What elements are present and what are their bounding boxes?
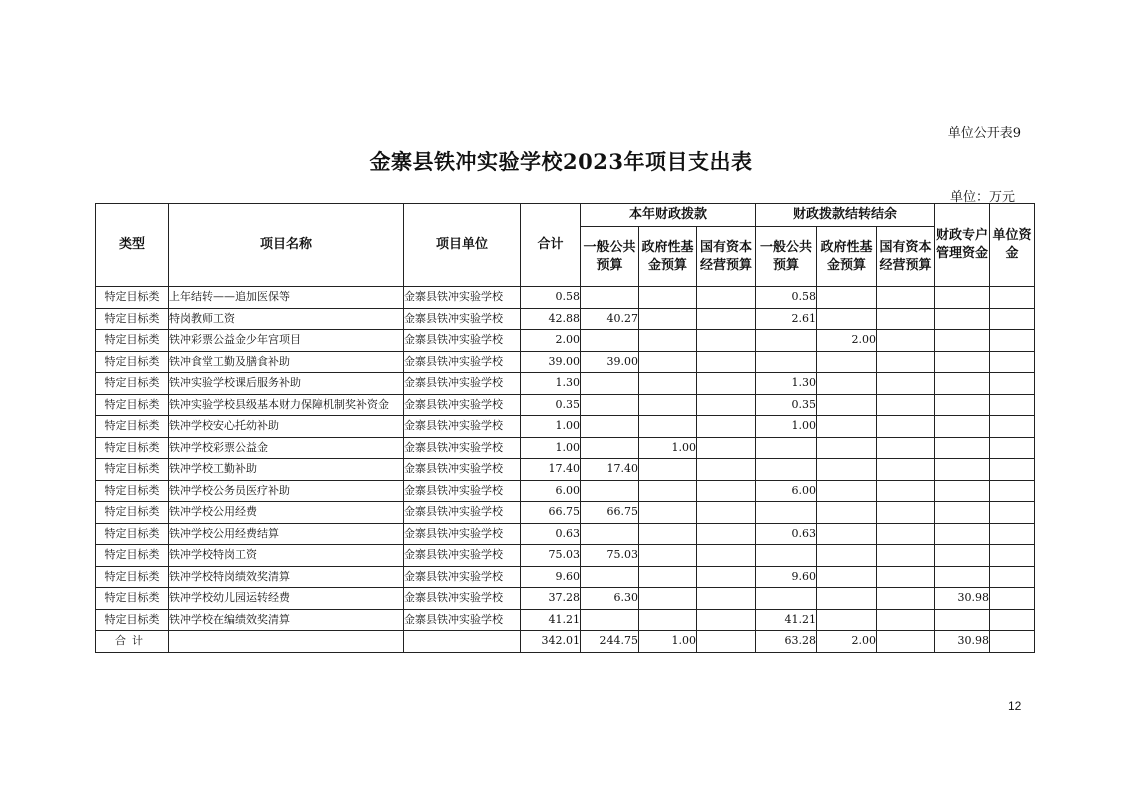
cell-cur-sc: [697, 480, 756, 502]
cell-unitfund: [990, 394, 1035, 416]
cell-unit: 金寨县铁冲实验学校: [404, 566, 521, 588]
cell-co-gp: 9.60: [756, 566, 817, 588]
cell-total: 41.21: [521, 609, 581, 631]
cell-cur-gf: [639, 394, 697, 416]
cell-name: 铁冲学校公用经费: [169, 502, 404, 524]
cell-total: 2.00: [521, 330, 581, 352]
cell-total: 0.63: [521, 523, 581, 545]
cell-special: [935, 287, 990, 309]
cell-cur-gf: [639, 373, 697, 395]
header-special-account: 财政专户管理资金: [935, 204, 990, 287]
cell-total: 1.00: [521, 437, 581, 459]
cell-co-gf: [817, 373, 877, 395]
table-row: [96, 351, 1035, 373]
cell-cur-gf: [639, 330, 697, 352]
cell-co-gf: [817, 545, 877, 567]
cell-co-sc: [877, 545, 935, 567]
cell-co-gp: [756, 437, 817, 459]
cell-cur-sc: [697, 416, 756, 438]
cell-cur-gp: 17.40: [581, 459, 639, 481]
cell-co-gp: 6.00: [756, 480, 817, 502]
table-row: [96, 588, 1035, 610]
cell-special: [935, 459, 990, 481]
cell-special: [935, 308, 990, 330]
cell-co-gf: 2.00: [817, 330, 877, 352]
cell-cur-gf: [639, 523, 697, 545]
cell-cur-gp: [581, 330, 639, 352]
cell-cur-gp: 40.27: [581, 308, 639, 330]
cell-cur-gp: [581, 373, 639, 395]
cell-special: 30.98: [935, 588, 990, 610]
cell-co-sc: [877, 394, 935, 416]
cell-unitfund: [990, 523, 1035, 545]
table-row: [96, 459, 1035, 481]
cell-unit: 金寨县铁冲实验学校: [404, 373, 521, 395]
cell-unit: 金寨县铁冲实验学校: [404, 459, 521, 481]
cell-cur-gp: [581, 480, 639, 502]
cell-unitfund: [990, 373, 1035, 395]
cell-type: 特定目标类: [96, 609, 169, 631]
cell-unitfund: [990, 566, 1035, 588]
cell-cur-sc: [697, 351, 756, 373]
cell-unit: 金寨县铁冲实验学校: [404, 588, 521, 610]
cell-total: 1.30: [521, 373, 581, 395]
cell-co-gp: [756, 351, 817, 373]
cell-co-gf: [817, 351, 877, 373]
cell-cur-gp: [581, 437, 639, 459]
total-cell-label: 合计: [96, 631, 169, 653]
table-row: [96, 287, 1035, 309]
table-row: [96, 394, 1035, 416]
cell-cur-sc: [697, 566, 756, 588]
cell-co-sc: [877, 459, 935, 481]
cell-unit: 金寨县铁冲实验学校: [404, 394, 521, 416]
table-row: [96, 502, 1035, 524]
cell-unitfund: [990, 502, 1035, 524]
cell-cur-sc: [697, 287, 756, 309]
totals-row: [96, 631, 1035, 653]
cell-cur-gp: 39.00: [581, 351, 639, 373]
cell-name: 铁冲学校公用经费结算: [169, 523, 404, 545]
cell-type: 特定目标类: [96, 351, 169, 373]
header-project-name: 项目名称: [169, 204, 404, 287]
form-number: 单位公开表9: [947, 126, 1021, 141]
cell-total: 66.75: [521, 502, 581, 524]
cell-co-sc: [877, 373, 935, 395]
cell-co-gf: [817, 588, 877, 610]
cell-co-gp: 1.00: [756, 416, 817, 438]
cell-cur-gp: 66.75: [581, 502, 639, 524]
cell-name: 铁冲学校幼儿园运转经费: [169, 588, 404, 610]
cell-name: 铁冲学校工勤补助: [169, 459, 404, 481]
cell-type: 特定目标类: [96, 287, 169, 309]
header-current-state-capital: 国有资本经营预算: [697, 227, 756, 287]
cell-cur-sc: [697, 588, 756, 610]
cell-co-gf: [817, 480, 877, 502]
cell-cur-sc: [697, 308, 756, 330]
table-row: [96, 480, 1035, 502]
cell-name: 铁冲学校安心托幼补助: [169, 416, 404, 438]
cell-unitfund: [990, 287, 1035, 309]
cell-co-sc: [877, 287, 935, 309]
cell-special: [935, 416, 990, 438]
cell-cur-gf: 1.00: [639, 437, 697, 459]
cell-cur-gf: [639, 287, 697, 309]
cell-co-sc: [877, 330, 935, 352]
cell-cur-sc: [697, 459, 756, 481]
cell-cur-gp: [581, 394, 639, 416]
cell-cur-sc: [697, 523, 756, 545]
cell-co-sc: [877, 588, 935, 610]
cell-special: [935, 545, 990, 567]
cell-type: 特定目标类: [96, 566, 169, 588]
cell-unitfund: [990, 308, 1035, 330]
cell-cur-sc: [697, 437, 756, 459]
cell-co-gp: 0.63: [756, 523, 817, 545]
total-cell-empty: [169, 631, 404, 653]
cell-unit: 金寨县铁冲实验学校: [404, 330, 521, 352]
cell-type: 特定目标类: [96, 373, 169, 395]
table-row: [96, 545, 1035, 567]
cell-co-gp: [756, 502, 817, 524]
project-expenditure-table: [95, 203, 1035, 653]
cell-cur-gf: [639, 459, 697, 481]
cell-co-gp: 0.35: [756, 394, 817, 416]
cell-co-gf: [817, 459, 877, 481]
total-cell-cur-sc: [697, 631, 756, 653]
header-carryover: 财政拨款结转结余: [756, 204, 935, 227]
cell-name: 铁冲学校特岗绩效奖清算: [169, 566, 404, 588]
cell-cur-gf: [639, 480, 697, 502]
cell-unit: 金寨县铁冲实验学校: [404, 437, 521, 459]
cell-co-gp: [756, 588, 817, 610]
table-row: [96, 330, 1035, 352]
header-carryover-general-public: 一般公共预算: [756, 227, 817, 287]
cell-co-sc: [877, 308, 935, 330]
cell-unit: 金寨县铁冲实验学校: [404, 287, 521, 309]
cell-name: 铁冲食堂工勤及膳食补助: [169, 351, 404, 373]
cell-total: 39.00: [521, 351, 581, 373]
cell-total: 37.28: [521, 588, 581, 610]
cell-co-sc: [877, 480, 935, 502]
header-project-unit: 项目单位: [404, 204, 521, 287]
cell-cur-gf: [639, 416, 697, 438]
cell-unitfund: [990, 459, 1035, 481]
cell-cur-gf: [639, 566, 697, 588]
cell-special: [935, 523, 990, 545]
cell-unit: 金寨县铁冲实验学校: [404, 480, 521, 502]
cell-special: [935, 502, 990, 524]
cell-co-sc: [877, 416, 935, 438]
cell-total: 6.00: [521, 480, 581, 502]
cell-unit: 金寨县铁冲实验学校: [404, 609, 521, 631]
cell-cur-gf: [639, 609, 697, 631]
cell-name: 铁冲彩票公益金少年宫项目: [169, 330, 404, 352]
cell-unit: 金寨县铁冲实验学校: [404, 502, 521, 524]
cell-name: 铁冲学校在编绩效奖清算: [169, 609, 404, 631]
header-carryover-state-capital: 国有资本经营预算: [877, 227, 935, 287]
cell-special: [935, 351, 990, 373]
cell-name: 铁冲实验学校县级基本财力保障机制奖补资金: [169, 394, 404, 416]
total-cell-special: 30.98: [935, 631, 990, 653]
total-cell-cur-gf: 1.00: [639, 631, 697, 653]
cell-unitfund: [990, 351, 1035, 373]
cell-cur-sc: [697, 394, 756, 416]
cell-co-gp: 1.30: [756, 373, 817, 395]
cell-unitfund: [990, 545, 1035, 567]
cell-co-sc: [877, 523, 935, 545]
cell-co-gf: [817, 394, 877, 416]
total-cell-co-gp: 63.28: [756, 631, 817, 653]
cell-type: 特定目标类: [96, 308, 169, 330]
cell-special: [935, 566, 990, 588]
cell-cur-gp: [581, 287, 639, 309]
page-number: 12: [1008, 699, 1022, 713]
cell-name: 铁冲学校特岗工资: [169, 545, 404, 567]
cell-co-gf: [817, 566, 877, 588]
cell-co-sc: [877, 437, 935, 459]
cell-cur-gf: [639, 588, 697, 610]
cell-unitfund: [990, 609, 1035, 631]
cell-unitfund: [990, 416, 1035, 438]
cell-unitfund: [990, 588, 1035, 610]
cell-co-gf: [817, 437, 877, 459]
cell-co-gf: [817, 416, 877, 438]
cell-name: 铁冲学校公务员医疗补助: [169, 480, 404, 502]
cell-unit: 金寨县铁冲实验学校: [404, 416, 521, 438]
total-cell-empty: [404, 631, 521, 653]
table-row: [96, 609, 1035, 631]
cell-unit: 金寨县铁冲实验学校: [404, 351, 521, 373]
header-current-general-public: 一般公共预算: [581, 227, 639, 287]
cell-total: 0.35: [521, 394, 581, 416]
total-cell-unitfund: [990, 631, 1035, 653]
page-title: 金寨县铁冲实验学校2023年项目支出表: [369, 149, 753, 174]
header-unit-funds: 单位资金: [990, 204, 1035, 287]
cell-name: 上年结转——追加医保等: [169, 287, 404, 309]
cell-cur-sc: [697, 373, 756, 395]
table-row: [96, 416, 1035, 438]
total-cell-cur-gp: 244.75: [581, 631, 639, 653]
cell-special: [935, 330, 990, 352]
cell-unitfund: [990, 480, 1035, 502]
table-row: [96, 437, 1035, 459]
cell-type: 特定目标类: [96, 480, 169, 502]
cell-type: 特定目标类: [96, 502, 169, 524]
cell-co-gp: [756, 545, 817, 567]
cell-cur-gf: [639, 545, 697, 567]
cell-unit: 金寨县铁冲实验学校: [404, 545, 521, 567]
cell-name: 特岗教师工资: [169, 308, 404, 330]
cell-type: 特定目标类: [96, 545, 169, 567]
cell-cur-sc: [697, 330, 756, 352]
cell-total: 75.03: [521, 545, 581, 567]
unit-label: 单位：万元: [949, 190, 1015, 205]
total-cell-co-sc: [877, 631, 935, 653]
cell-type: 特定目标类: [96, 523, 169, 545]
cell-co-gp: [756, 459, 817, 481]
cell-total: 42.88: [521, 308, 581, 330]
cell-type: 特定目标类: [96, 394, 169, 416]
cell-co-sc: [877, 609, 935, 631]
cell-name: 铁冲学校彩票公益金: [169, 437, 404, 459]
table-row: [96, 566, 1035, 588]
cell-cur-gp: 6.30: [581, 588, 639, 610]
cell-co-gp: 41.21: [756, 609, 817, 631]
cell-cur-gf: [639, 308, 697, 330]
cell-co-gp: 0.58: [756, 287, 817, 309]
cell-type: 特定目标类: [96, 588, 169, 610]
cell-co-sc: [877, 566, 935, 588]
cell-name: 铁冲实验学校课后服务补助: [169, 373, 404, 395]
table-body: [96, 287, 1035, 653]
table-row: [96, 373, 1035, 395]
cell-cur-sc: [697, 609, 756, 631]
cell-unit: 金寨县铁冲实验学校: [404, 523, 521, 545]
cell-co-gf: [817, 609, 877, 631]
cell-special: [935, 609, 990, 631]
cell-unitfund: [990, 437, 1035, 459]
cell-co-gf: [817, 523, 877, 545]
cell-total: 9.60: [521, 566, 581, 588]
cell-special: [935, 480, 990, 502]
cell-cur-sc: [697, 502, 756, 524]
cell-co-sc: [877, 351, 935, 373]
total-cell-total: 342.01: [521, 631, 581, 653]
total-cell-co-gf: 2.00: [817, 631, 877, 653]
cell-type: 特定目标类: [96, 459, 169, 481]
cell-co-gf: [817, 308, 877, 330]
header-current-gov-fund: 政府性基金预算: [639, 227, 697, 287]
cell-unitfund: [990, 330, 1035, 352]
cell-total: 1.00: [521, 416, 581, 438]
cell-cur-gf: [639, 502, 697, 524]
cell-co-gf: [817, 287, 877, 309]
table-row: [96, 308, 1035, 330]
cell-co-gp: 2.61: [756, 308, 817, 330]
header-total: 合计: [521, 204, 581, 287]
cell-cur-gp: [581, 609, 639, 631]
cell-total: 17.40: [521, 459, 581, 481]
cell-cur-sc: [697, 545, 756, 567]
cell-cur-gp: 75.03: [581, 545, 639, 567]
cell-special: [935, 373, 990, 395]
cell-cur-gp: [581, 566, 639, 588]
cell-type: 特定目标类: [96, 330, 169, 352]
cell-co-gp: [756, 330, 817, 352]
cell-total: 0.58: [521, 287, 581, 309]
header-carryover-gov-fund: 政府性基金预算: [817, 227, 877, 287]
table-row: [96, 523, 1035, 545]
cell-co-sc: [877, 502, 935, 524]
cell-co-gf: [817, 502, 877, 524]
cell-cur-gf: [639, 351, 697, 373]
cell-unit: 金寨县铁冲实验学校: [404, 308, 521, 330]
header-current-appropriation: 本年财政拨款: [581, 204, 756, 227]
cell-type: 特定目标类: [96, 437, 169, 459]
cell-cur-gp: [581, 523, 639, 545]
cell-cur-gp: [581, 416, 639, 438]
cell-special: [935, 437, 990, 459]
header-type: 类型: [96, 204, 169, 287]
cell-type: 特定目标类: [96, 416, 169, 438]
cell-special: [935, 394, 990, 416]
